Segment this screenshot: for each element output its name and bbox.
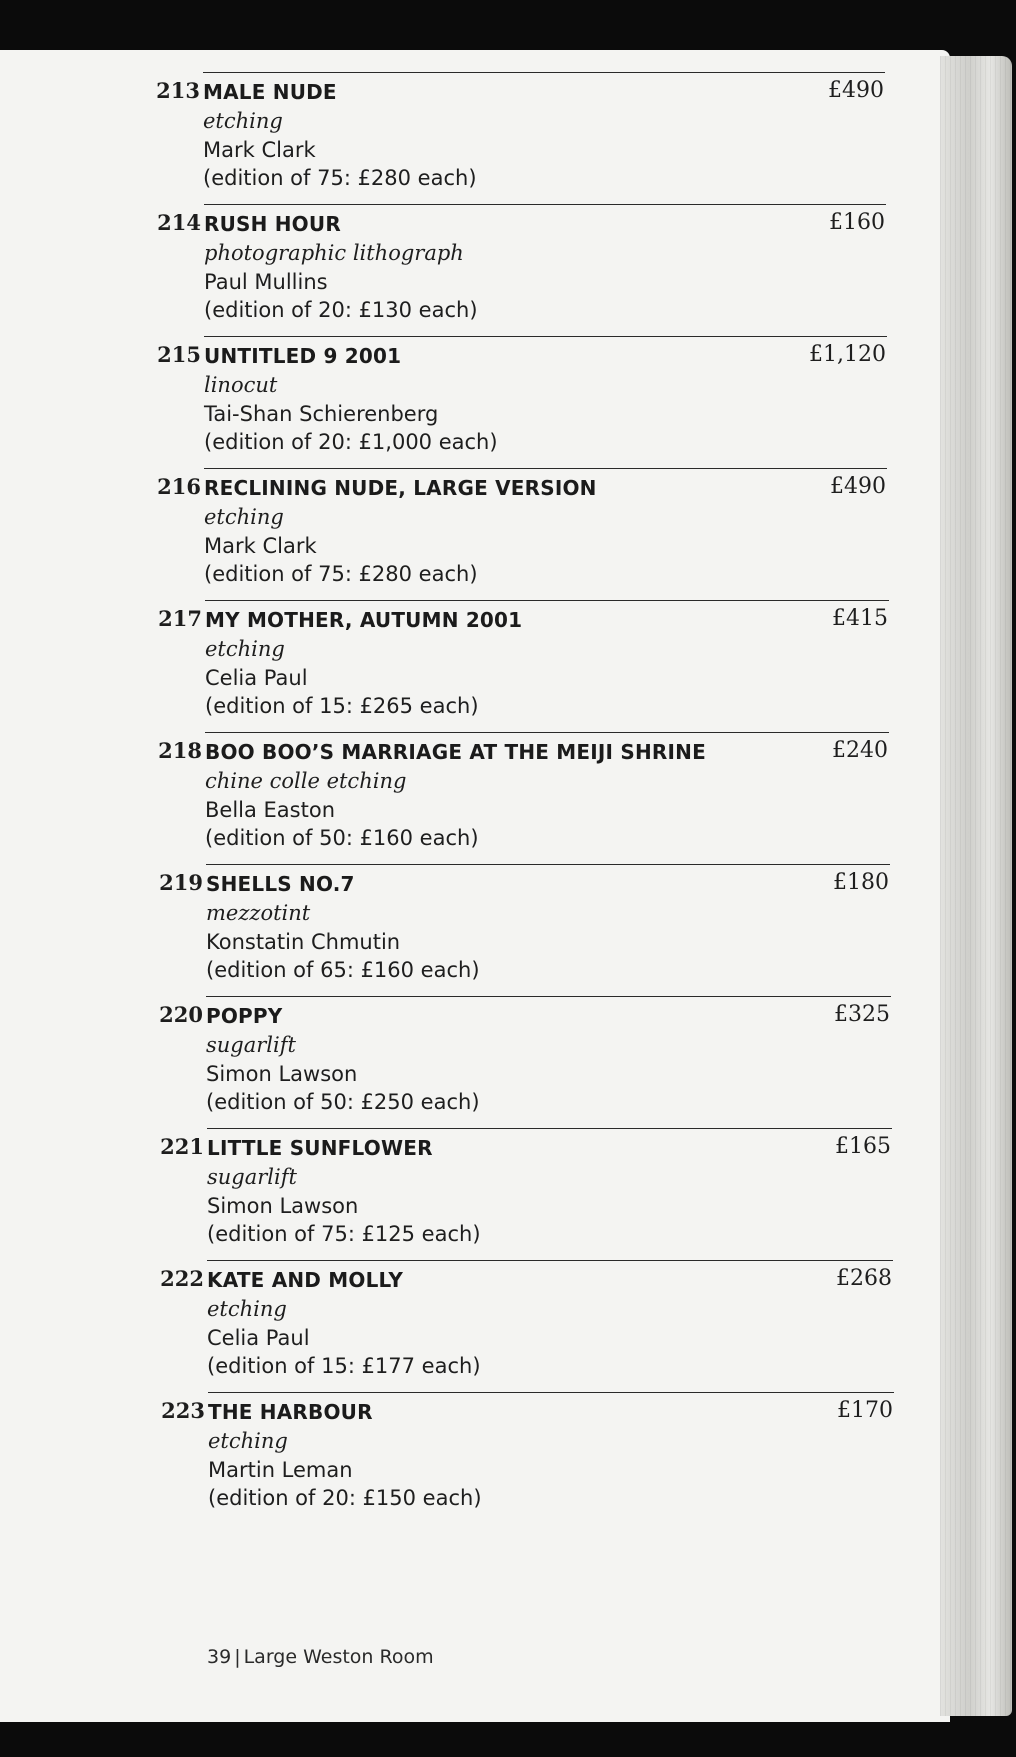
entry-number: 217 — [158, 606, 202, 631]
entry-title: BOO BOO’S MARRIAGE AT THE MEIJI SHRINE — [205, 740, 706, 764]
entry-number: 218 — [158, 738, 202, 763]
entry-edition: (edition of 75: £280 each) — [203, 166, 477, 190]
entry-medium: etching — [203, 109, 283, 133]
entry-medium: etching — [207, 1297, 287, 1321]
entry-number: 219 — [159, 870, 203, 895]
entry-medium: etching — [205, 637, 285, 661]
entry-number: 220 — [159, 1002, 203, 1027]
page-footer — [207, 1646, 434, 1668]
entry-price: £165 — [835, 1134, 891, 1159]
entry-medium: linocut — [204, 373, 278, 397]
entry-price: £170 — [837, 1398, 893, 1423]
entry-edition: (edition of 20: £130 each) — [204, 298, 478, 322]
entry-rule — [205, 732, 889, 733]
entry-edition: (edition of 75: £125 each) — [207, 1222, 481, 1246]
entry-number: 213 — [156, 78, 200, 103]
entry-price: £240 — [832, 738, 888, 763]
entry-edition: (edition of 15: £177 each) — [207, 1354, 481, 1378]
entry-rule — [208, 1392, 894, 1393]
entry-artist: Mark Clark — [204, 534, 317, 558]
entry-rule — [207, 1260, 893, 1261]
entry-medium: mezzotint — [206, 901, 311, 925]
entry-number: 222 — [160, 1266, 204, 1291]
entry-artist: Celia Paul — [205, 666, 308, 690]
entry-artist: Celia Paul — [207, 1326, 310, 1350]
entry-price: £490 — [828, 78, 884, 103]
entry-edition: (edition of 50: £250 each) — [206, 1090, 480, 1114]
entry-title: MY MOTHER, AUTUMN 2001 — [205, 608, 523, 632]
entry-edition: (edition of 20: £1,000 each) — [204, 430, 498, 454]
entry-rule — [207, 1128, 892, 1129]
entry-price: £160 — [829, 210, 885, 235]
entry-rule — [204, 204, 886, 205]
entry-rule — [204, 468, 887, 469]
entry-price: £1,120 — [809, 342, 886, 367]
entry-price: £180 — [833, 870, 889, 895]
entry-rule — [206, 864, 890, 865]
entry-price: £325 — [834, 1002, 890, 1027]
entry-number: 216 — [157, 474, 201, 499]
entry-artist: Simon Lawson — [206, 1062, 358, 1086]
entry-rule — [205, 600, 889, 601]
entry-title: KATE AND MOLLY — [207, 1268, 404, 1292]
entry-number: 215 — [157, 342, 201, 367]
entry-price: £490 — [830, 474, 886, 499]
entry-edition: (edition of 75: £280 each) — [204, 562, 478, 586]
entry-medium: photographic lithograph — [204, 241, 464, 265]
entry-title: LITTLE SUNFLOWER — [207, 1136, 433, 1160]
entry-medium: etching — [208, 1429, 288, 1453]
entry-artist: Mark Clark — [203, 138, 316, 162]
entry-rule — [206, 996, 891, 997]
entry-title: THE HARBOUR — [208, 1400, 373, 1424]
entry-price: £268 — [836, 1266, 892, 1291]
entry-rule — [203, 72, 885, 73]
entry-number: 221 — [160, 1134, 204, 1159]
entry-title: SHELLS NO.7 — [206, 872, 355, 896]
entry-price: £415 — [832, 606, 888, 631]
entry-artist: Konstatin Chmutin — [206, 930, 401, 954]
entry-artist: Tai-Shan Schierenberg — [204, 402, 439, 426]
entry-artist: Bella Easton — [205, 798, 336, 822]
entry-edition: (edition of 15: £265 each) — [205, 694, 479, 718]
entry-number: 223 — [161, 1398, 205, 1423]
entry-artist: Simon Lawson — [207, 1194, 359, 1218]
entry-medium: sugarlift — [206, 1033, 296, 1057]
page-stack-edge — [940, 56, 1012, 1716]
entry-title: UNTITLED 9 2001 — [204, 344, 402, 368]
entry-title: RUSH HOUR — [204, 212, 341, 236]
entry-title: MALE NUDE — [203, 80, 337, 104]
entry-edition: (edition of 65: £160 each) — [206, 958, 480, 982]
entry-medium: etching — [204, 505, 284, 529]
entry-rule — [204, 336, 887, 337]
entry-number: 214 — [157, 210, 201, 235]
entry-medium: sugarlift — [207, 1165, 297, 1189]
page-number: 39 — [207, 1646, 232, 1668]
room-name: Large Weston Room — [243, 1646, 434, 1668]
entry-medium: chine colle etching — [205, 769, 407, 793]
entry-title: POPPY — [206, 1004, 283, 1028]
entry-artist: Paul Mullins — [204, 270, 328, 294]
entry-artist: Martin Leman — [208, 1458, 353, 1482]
footer-separator: | — [234, 1646, 241, 1668]
entry-edition: (edition of 20: £150 each) — [208, 1486, 482, 1510]
entry-edition: (edition of 50: £160 each) — [205, 826, 479, 850]
entry-title: RECLINING NUDE, LARGE VERSION — [204, 476, 597, 500]
